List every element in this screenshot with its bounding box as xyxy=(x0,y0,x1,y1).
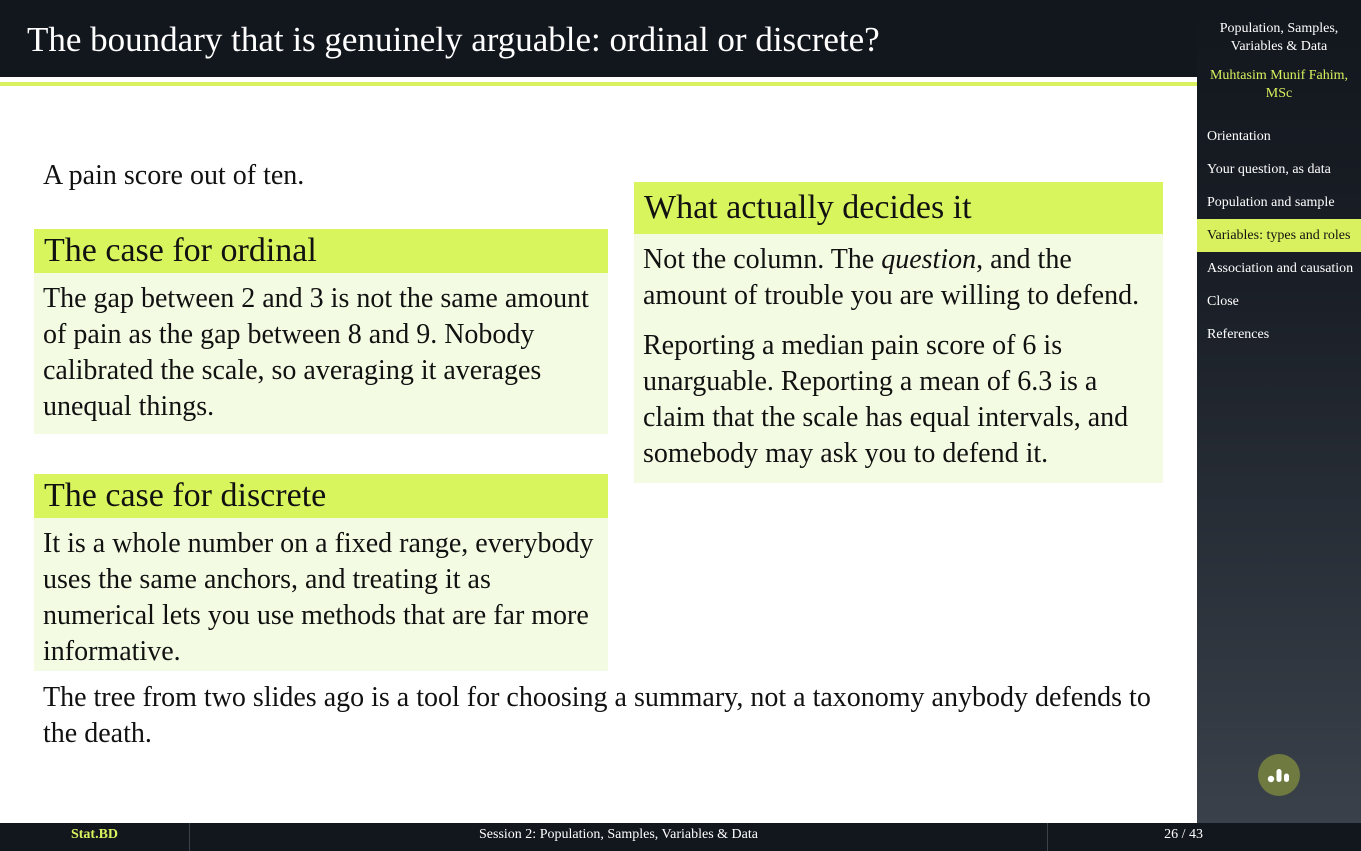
slide-title: The boundary that is genuinely arguable: ordinal or discrete? xyxy=(27,20,880,59)
block-decides xyxy=(634,182,1163,483)
sidebar-item-orientation[interactable]: Orientation xyxy=(1207,129,1271,144)
p1-text-after: , and the amount of trouble you are willing to defend. xyxy=(643,244,1140,311)
p1-text-before: Not the column. The xyxy=(643,244,882,275)
closing-text: The tree from two slides ago is a tool for choosing a summary, not a taxonomy anybody defends to the death. xyxy=(43,682,1151,749)
block-ordinal-body: The gap between 2 and 3 is not the same amount of pain as the gap between 8 and 9. Nobody calibrated the scale, so averaging it averages unequal things. xyxy=(43,283,589,422)
sidebar-item-variables[interactable]: Variables: types and roles xyxy=(1197,219,1361,252)
sidebar-author: Muhtasim Munif Fahim, MSc xyxy=(1209,68,1349,101)
title-bar xyxy=(0,0,1197,77)
block-ordinal xyxy=(34,229,608,434)
block-ordinal-header: The case for ordinal xyxy=(34,229,608,273)
sidebar-item-close[interactable]: Close xyxy=(1207,294,1239,309)
sidebar xyxy=(1197,0,1361,823)
p1-emphasis: question xyxy=(881,244,977,275)
sidebar-item-population-sample[interactable]: Population and sample xyxy=(1207,195,1335,210)
sidebar-item-your-question[interactable]: Your question, as data xyxy=(1207,162,1331,177)
title-rule xyxy=(0,82,1197,86)
sidebar-item-references[interactable]: References xyxy=(1207,327,1270,342)
block-discrete-header: The case for discrete xyxy=(34,474,608,518)
intro-text: A pain score out of ten. xyxy=(43,160,305,191)
block-decides-paragraph-2: Reporting a median pain score of 6 is unarguable. Reporting a mean of 6.3 is a claim that the scale has equal intervals, and somebody may ask you to defend it. xyxy=(643,330,1129,469)
footer xyxy=(0,823,1361,851)
sidebar-item-association[interactable]: Association and causation xyxy=(1207,261,1354,276)
footer-session-title: Session 2: Population, Samples, Variables & Data xyxy=(190,823,1048,851)
block-discrete-body: It is a whole number on a fixed range, everybody uses the same anchors, and treating it as numerical lets you use methods that are far more informative. xyxy=(43,528,594,667)
bar-chart-logo-icon xyxy=(1258,754,1300,796)
footer-page-number: 26 / 43 xyxy=(1164,827,1203,842)
block-decides-paragraph-1 xyxy=(643,242,1154,314)
sidebar-presentation-title[interactable]: Population, Samples, Variables & Data xyxy=(1219,21,1339,54)
sidebar-nav xyxy=(1197,120,1361,351)
block-discrete xyxy=(34,474,608,671)
block-decides-body xyxy=(634,234,1163,482)
block-decides-header: What actually decides it xyxy=(634,182,1163,234)
footer-brand: Stat.BD xyxy=(0,823,190,851)
